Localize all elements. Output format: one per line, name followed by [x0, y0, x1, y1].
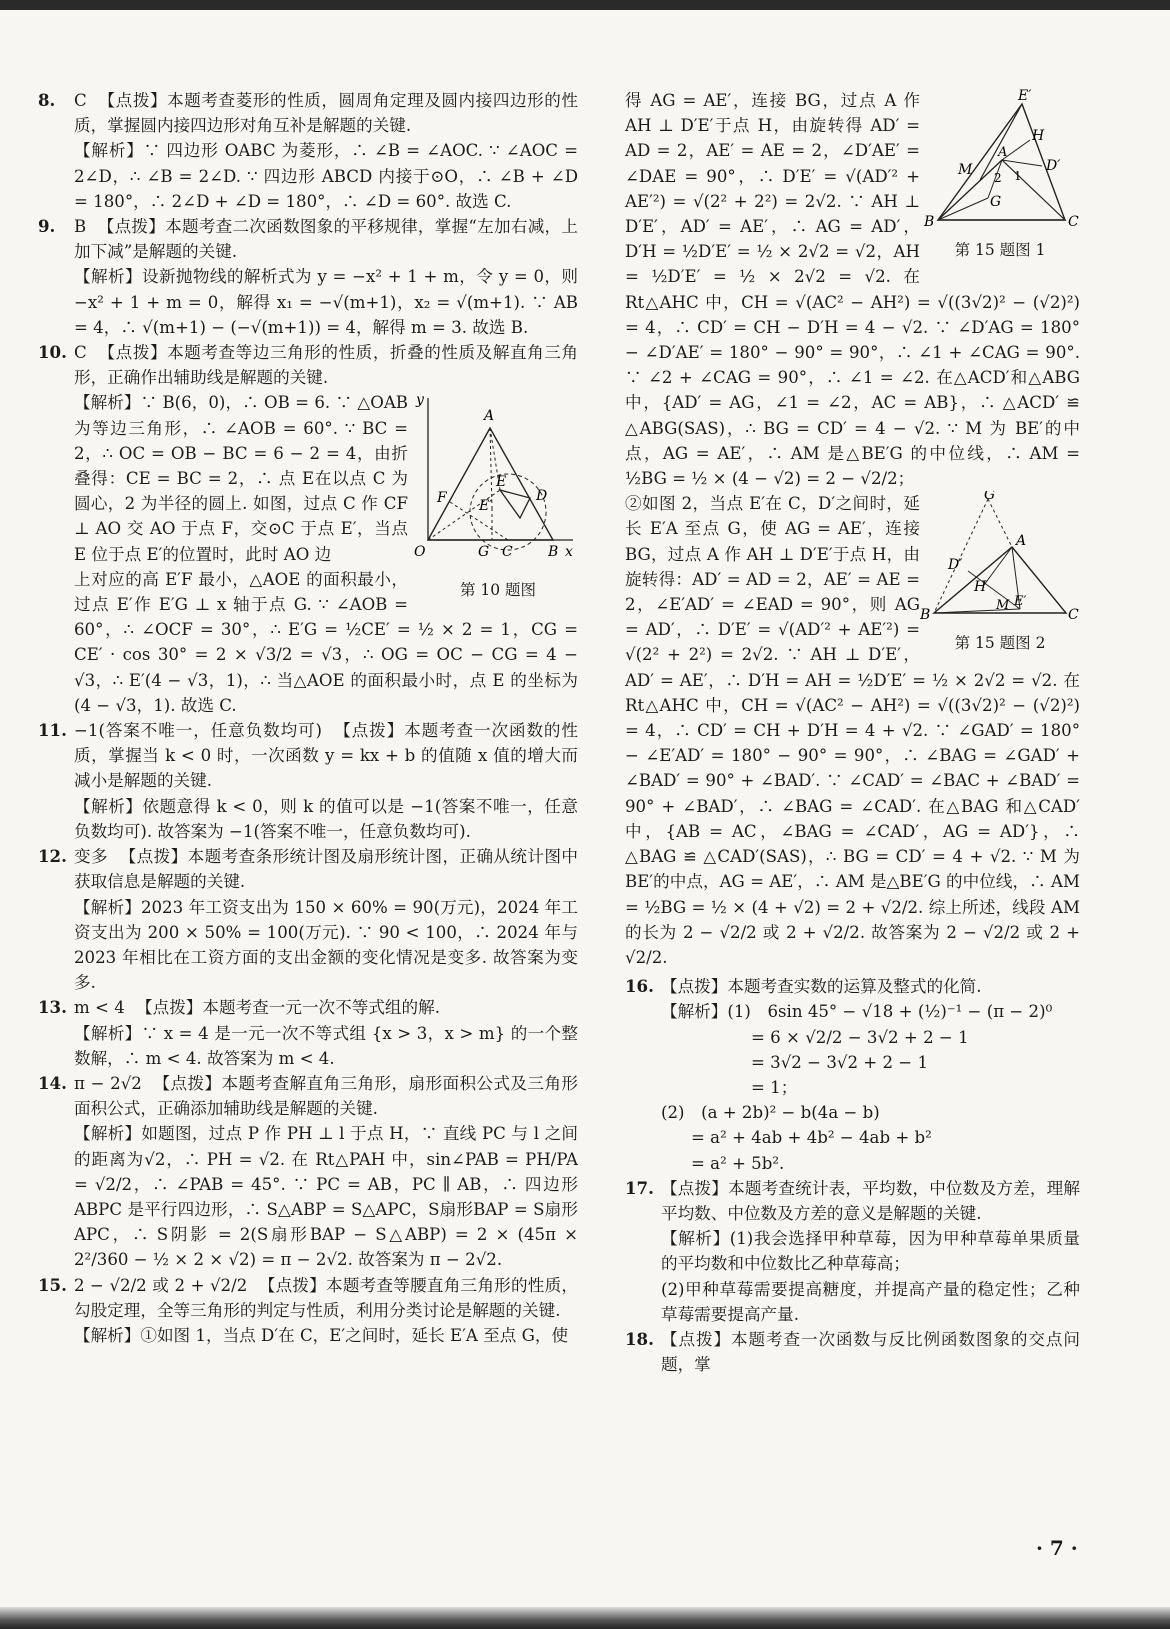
solution-text-continued: 上对应的高 E′F 最小，△AOE 的面积最小，过点 E′作 E′G ⊥ x 轴于点 G. ∵ ∠AOB = 60°，∴ ∠OCF = 30°，∴ E′G = ½CE′ = ½ × 2 = 1，CG = CE′ · cos 30° = 2 × √3/2 = √3，∴ OG = OC − CG = 4 − √3，∴ E′(4 − √3，1)，∴ 当△AOE 的面积最小时，点 E 的坐标为(4 − √3，1). 故选 C. — [74, 569, 578, 715]
solution-text: (2) (a + 2b)² − b(4a − b) — [661, 1103, 880, 1123]
figure-15-2-diagram — [920, 491, 1080, 631]
question-10 — [38, 340, 578, 390]
question-10-body — [38, 390, 578, 600]
scan-bottom-edge — [0, 1607, 1170, 1629]
label-E-prime: E′ — [1018, 88, 1032, 104]
question-number: 10. — [38, 342, 67, 363]
label-angle-1: 1 — [1014, 169, 1022, 183]
question-15-case-2 — [625, 491, 1080, 970]
calc-line: = a² + 4ab + 4b² − 4ab + b² — [691, 1128, 932, 1148]
label-C: C — [1068, 214, 1079, 230]
answer: 变多 — [74, 847, 108, 867]
label-F: F — [437, 490, 447, 507]
solution-text: 【解析】依题意得 k < 0，则 k 的值可以是 −1(答案不唯一，任意负数均可). 故答案为 −1(答案不唯一，任意负数均可). — [74, 796, 578, 841]
label-B: B — [920, 607, 931, 624]
solution-text: 【解析】①如图 1，当点 D′在 C，E′之间时，延长 E′A 至点 G，使 — [74, 1325, 569, 1345]
label-D: D — [536, 488, 548, 505]
question-9 — [38, 214, 578, 340]
calc-line: = 3√2 − 3√2 + 2 − 1 — [751, 1052, 929, 1072]
figure-caption: 第 15 题图 2 — [954, 634, 1046, 653]
figure-caption: 第 10 题图 — [459, 581, 537, 600]
solution-text: 【解析】设新抛物线的解析式为 y = −x² + 1 + m，令 y = 0，则 −x² + 1 + m = 0，解得 x₁ = −√(m+1)，x₂ = √(m+1). ∵ AB = 4，∴ √(m+1) − (−√(m+1)) = 4，解得 m = 3. 故选 B. — [74, 267, 578, 337]
question-number: 8. — [38, 90, 56, 110]
answer: −1(答案不唯一，任意负数均可) — [74, 721, 323, 741]
label-B: B — [924, 214, 935, 230]
question-15-continued — [625, 88, 1080, 491]
label-x: x — [565, 544, 573, 561]
figure-caption: 第 15 题图 1 — [954, 241, 1046, 259]
question-18 — [625, 1327, 1080, 1377]
question-16 — [625, 974, 1080, 1176]
tip-text: 【点拨】本题考查一次函数的性质，掌握当 k < 0 时，一次函数 y = kx + b 的值随 x 值的增大而减小是解题的关键. — [74, 721, 579, 791]
tip-text: 【点拨】本题考查一次函数与反比例函数图象的交点问题，掌 — [661, 1329, 1080, 1375]
tip-text: 【点拨】本题考查解直角三角形，扇形面积公式及三角形面积公式，正确添加辅助线是解题的关键. — [74, 1073, 579, 1119]
question-number: 11. — [38, 720, 67, 741]
solution-text: 得 AG = AE′，连接 BG，过点 A 作 AH ⊥ D′E′于点 H，由旋转得 AD′ = AD = 2，AE′ = AE = 2，∠D′AE′ = ∠DAE = 90°，∴ D′E′ = √(AD′² + AE′²) = √(2² + 2²) = 2√2. ∵ AH ⊥ D′E′，AD′ = AE′，∴ AG = AD′，D′H = ½D′E′ = ½ × 2√2 = √2，AH = ½D′E′ = ½ × 2√2 = √2. 在 Rt△AHC 中，CH = √(AC² − AH²) = √((3√2)² − (√2)²) = 4，∴ CD′ = CH − D′H = 4 − √2. ∵ ∠D′AG = 180° − ∠D′AE′ = 180° − 90° = 90°，∴ ∠1 + ∠CAG = 90°. ∵ ∠2 + ∠CAG = 90°，∴ ∠1 = ∠2. 在△ACD′和△ABG 中，{AD′ = AG，∠1 = ∠2，AC = AB}，∴ △ACD′ ≌ △ABG(SAS)，∴ BG = CD′ = 4 − √2. ∵ M 为 BE′的中点，AG = AE′，∴ AM 是△BE′G 的中位线，∴ AM = ½BG = ½ × (4 − √2) = 2 − √2/2； — [625, 91, 1080, 489]
tip-text: 【点拨】本题考查等边三角形的性质，折叠的性质及解直角三角形，正确作出辅助线是解题的关键. — [74, 343, 578, 388]
tip-text: 【点拨】本题考查等腰直角三角形的性质，勾股定理，全等三角形的判定与性质，利用分类讨论是解题的关键. — [74, 1275, 578, 1320]
label-A: A — [484, 408, 495, 425]
label-C: C — [502, 544, 513, 561]
label-E-prime: E′ — [479, 498, 493, 515]
solution-text: 【解析】∵ x = 4 是一元一次不等式组 {x > 3，x > m} 的一个整数解，∴ m < 4. 故答案为 m < 4. — [74, 1023, 578, 1068]
tip-text: 【点拨】本题考查菱形的性质，圆周角定理及圆内接四边形的性质，掌握圆内接四边形对角互补是解题的关键. — [74, 91, 578, 136]
left-column — [38, 88, 578, 1348]
figure-10-diagram — [408, 390, 578, 580]
label-H: H — [1032, 128, 1045, 144]
question-13 — [38, 995, 578, 1071]
label-B: B — [548, 544, 559, 561]
label-G: G — [478, 544, 490, 561]
figure-15-1-diagram — [920, 88, 1080, 238]
label-D-prime: D′ — [948, 557, 963, 574]
solution-text: 【解析】(1) 6sin 45° − √18 + (½)⁻¹ − (π − 2)⁰ — [661, 1002, 1053, 1022]
label-G: G — [990, 194, 1002, 210]
question-12 — [38, 844, 578, 995]
label-angle-2: 2 — [994, 171, 1002, 185]
question-15 — [38, 1273, 578, 1349]
solution-text: ②如图 2，当点 E′在 C，D′之间时，延长 E′A 至点 G，使 AG = AE′，连接 BG，过点 A 作 AH ⊥ D′E′于点 H，由旋转得：AD′ = AD = 2，AE′ = AE = 2，∠E′AD′ = ∠EAD = 90°，则 AG = AD′，∴ D′E′ = √(AD′² + AE′²) = √(2² + 2²) = 2√2. ∵ AH ⊥ D′E′，AD′ = AE′，∴ D′H = AH = ½D′E′ = ½ × 2√2 = √2. 在 Rt△AHC 中，CH = √(AC² − AH²) = √((3√2)² − (√2)²) = 4，∴ CD′ = CH + D′H = 4 + √2. ∵ ∠GAD′ = 180° − ∠E′AD′ = 180° − 90° = 90°，∴ ∠BAG = ∠GAD′ + ∠BAD′ = 90° + ∠BAD′. ∵ ∠CAD′ = ∠BAC + ∠BAD′ = 90° + ∠BAD′，∴ ∠BAG = ∠CAD′. 在△BAG 和△CAD′中，{AB = AC，∠BAG = ∠CAD′，AG = AD′}，∴ △BAG ≌ △CAD′(SAS)，∴ BG = CD′ = 4 + √2. ∵ M 为 BE′的中点，AG = AE′，∴ AM 是△BE′G 的中位线，∴ AM = ½BG = ½ × (4 + √2) = 2 + √2/2. 综上所述，线段 AM 的长为 2 − √2/2 或 2 + √2/2. 故答案为 2 − √2/2 或 2 + √2/2. — [625, 494, 1080, 967]
answer: 2 − √2/2 或 2 + √2/2 — [74, 1275, 248, 1295]
page-number: · 7 · — [1036, 1536, 1078, 1560]
calc-line: = 6 × √2/2 − 3√2 + 2 − 1 — [751, 1027, 969, 1047]
figure-15-2 — [920, 491, 1080, 666]
figure-10 — [408, 390, 578, 605]
label-M: M — [958, 162, 973, 178]
question-8 — [38, 88, 578, 214]
question-number: 15. — [38, 1274, 67, 1295]
label-y: y — [416, 392, 424, 409]
tip-text: 【点拨】本题考查二次函数图象的平移规律，掌握“左加右减，上加下减”是解题的关键. — [74, 217, 578, 262]
calc-line: = a² + 5b². — [691, 1153, 785, 1173]
answer: C — [74, 91, 87, 110]
answer: m < 4 — [74, 998, 125, 1018]
question-number: 18. — [625, 1328, 654, 1349]
label-D-prime: D′ — [1046, 158, 1061, 174]
tip-text: 【点拨】本题考查实数的运算及整式的化简. — [661, 977, 982, 997]
label-M: M — [996, 598, 1010, 614]
solution-text: 【解析】如题图，过点 P 作 PH ⊥ l 于点 H，∵ 直线 PC 与 l 之间的距离为√2，∴ PH = √2. 在 Rt△PAH 中，sin∠PAB = PH/PA = √2/2，∴ ∠PAB = 45°. ∵ PC = AB，PC ∥ AB，∴ 四边形 ABPC 是平行四边形，∴ S△ABP = S△APC，S扇形BAP = S扇形APC，∴ S阴影 = 2(S扇形BAP − S△ABP) = 2 × (45π × 2²/360 − ½ × 2 × √2) = π − 2√2. 故答案为 π − 2√2. — [74, 1124, 578, 1270]
tip-text: 【点拨】本题考查一元一次不等式组的解. — [136, 998, 440, 1018]
label-A: A — [998, 145, 1008, 160]
calc-line: = 1； — [751, 1077, 798, 1097]
solution-text: (2)甲种草莓需要提高糖度，并提高产量的稳定性；乙种草莓需要提高产量. — [661, 1279, 1080, 1324]
tip-text: 【点拨】本题考查条形统计图及扇形统计图，正确从统计图中获取信息是解题的关键. — [74, 847, 578, 892]
question-number: 14. — [38, 1072, 67, 1093]
answer: B — [74, 217, 87, 237]
right-column — [625, 88, 1080, 1377]
question-number: 13. — [38, 997, 67, 1018]
label-H: H — [974, 579, 987, 596]
label-A: A — [1016, 533, 1027, 550]
question-number: 17. — [625, 1177, 654, 1198]
question-11 — [38, 718, 578, 844]
solution-text: 【解析】(1)我会选择甲种草莓，因为甲种草莓单果质量的平均数和中位数比乙种草莓高； — [661, 1229, 1080, 1274]
question-number: 9. — [38, 216, 56, 237]
label-E-prime: E′ — [1014, 594, 1027, 610]
tip-text: 【点拨】本题考查统计表，平均数，中位数及方差，理解平均数、中位数及方差的意义是解题的关键. — [661, 1178, 1080, 1223]
label-G: G — [984, 491, 996, 504]
question-number: 12. — [38, 846, 67, 867]
solution-text: 【解析】2023 年工资支出为 150 × 60% = 90(万元)，2024 年工资支出为 200 × 50% = 100(万元). ∵ 90 < 100，∴ 2024 年与 2023 年相比在工资方面的支出金额的变化情况是变多. 故答案为变多. — [74, 897, 578, 993]
label-O: O — [414, 544, 426, 561]
figure-15-1 — [920, 88, 1080, 278]
label-C: C — [1068, 607, 1079, 624]
solution-text: 【解析】∵ 四边形 OABC 为菱形，∴ ∠B = ∠AOC. ∵ ∠AOC = 2∠D，∴ ∠B = 2∠D. ∵ 四边形 ABCD 内接于⊙O，∴ ∠B + ∠D = 180°，∴ 2∠D + ∠D = 180°，∴ ∠D = 60°. 故选 C. — [74, 141, 578, 211]
scan-top-edge — [0, 0, 1170, 10]
question-17 — [625, 1176, 1080, 1327]
solution-text: 【解析】∵ B(6，0)，∴ OB = 6. ∵ △OAB为等边三角形，∴ ∠AOB = 60°. ∵ BC = 2，∴ OC = OB − BC = 6 − 2 = 4，由折叠得：CE = BC = 2，∴ 点 E在以点 C 为圆心，2 为半径的圆上. 如图，过点 C 作 CF ⊥ AO 交 AO 于点 F，交⊙C 于点 E′，当点 E 位于点 E′的位置时，此时 AO 边 — [74, 393, 408, 564]
answer: C — [74, 343, 87, 363]
question-14 — [38, 1071, 578, 1273]
label-E: E — [496, 474, 507, 491]
answer: π − 2√2 — [74, 1073, 142, 1093]
question-number: 16. — [625, 976, 654, 997]
